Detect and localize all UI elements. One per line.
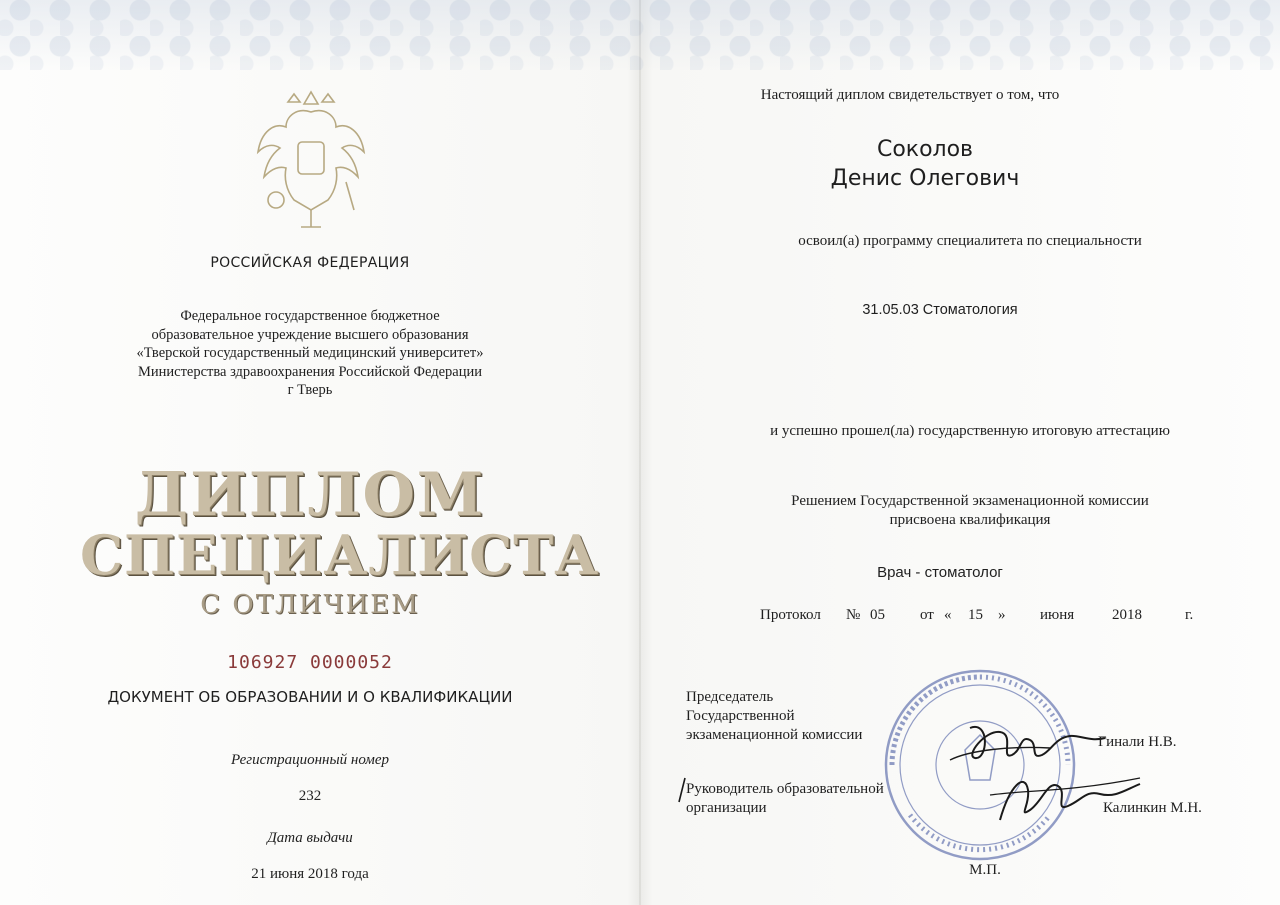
program-statement: освоил(а) программу специалитета по специальности bbox=[798, 233, 1142, 249]
head-line: Руководитель образовательной bbox=[686, 781, 884, 797]
issue-date: 21 июня 2018 года bbox=[251, 866, 369, 882]
protocol-label: Протокол bbox=[760, 607, 821, 623]
protocol-number-sign: № bbox=[846, 607, 861, 623]
commission-decision bbox=[690, 492, 1250, 530]
diploma-title: ДИПЛОМ bbox=[134, 460, 486, 530]
registration-number: 232 bbox=[298, 788, 322, 804]
qualification: Врач - стоматолог bbox=[877, 564, 1003, 581]
head-title bbox=[686, 780, 926, 818]
graduate-given-names: Денис Олегович bbox=[830, 166, 1020, 191]
specialty: 31.05.03 Стоматология bbox=[862, 302, 1018, 318]
protocol-number: 05 bbox=[870, 607, 885, 623]
decision-line: присвоена квалификация bbox=[889, 512, 1051, 528]
decision-line: Решением Государственной экзаменационной комиссии bbox=[791, 493, 1149, 509]
chairman-line: Государственной bbox=[686, 708, 795, 724]
institution-line: Федеральное государственное бюджетное bbox=[180, 308, 440, 324]
protocol-quote-close: » bbox=[998, 607, 1006, 623]
country-name: РОССИЙСКАЯ ФЕДЕРАЦИЯ bbox=[210, 255, 410, 271]
document-kind: ДОКУМЕНТ ОБ ОБРАЗОВАНИИ И О КВАЛИФИКАЦИИ bbox=[107, 688, 513, 706]
protocol-month: июня bbox=[1040, 607, 1075, 623]
attestation-statement: и успешно прошел(ла) государственную итоговую аттестацию bbox=[770, 423, 1170, 439]
protocol-year: 2018 bbox=[1112, 607, 1142, 623]
signatures bbox=[930, 700, 1160, 840]
institution-line: г Тверь bbox=[287, 382, 333, 398]
intro-text: Настоящий диплом свидетельствует о том, что bbox=[760, 87, 1060, 103]
protocol-day: 15 bbox=[968, 607, 983, 623]
chairman-line: Председатель bbox=[686, 689, 774, 705]
protocol-from: от bbox=[920, 607, 934, 623]
chairman-title bbox=[686, 688, 926, 745]
page-fold bbox=[639, 0, 641, 905]
institution-line: «Тверской государственный медицинский университет» bbox=[136, 345, 484, 361]
chairman-line: экзаменационной комиссии bbox=[686, 727, 863, 743]
protocol-year-suffix: г. bbox=[1185, 607, 1194, 623]
diploma-subtitle: СПЕЦИАЛИСТА bbox=[80, 523, 600, 587]
serial-number: 106927 0000052 bbox=[227, 652, 393, 673]
head-line: организации bbox=[686, 800, 767, 816]
chairman-name: Гинали Н.В. bbox=[1098, 734, 1177, 750]
protocol-quote-open: « bbox=[944, 607, 952, 623]
registration-label: Регистрационный номер bbox=[230, 752, 389, 768]
institution-line: образовательное учреждение высшего образования bbox=[151, 326, 469, 343]
coat-of-arms-emblem bbox=[236, 82, 386, 232]
institution-line: Министерства здравоохранения Российской Федерации bbox=[137, 363, 483, 380]
issue-date-label: Дата выдачи bbox=[267, 830, 353, 846]
honors-label: С ОТЛИЧИЕМ bbox=[200, 590, 420, 620]
protocol-line bbox=[760, 607, 1220, 629]
institution-name bbox=[90, 307, 530, 400]
seal-place-label: М.П. bbox=[969, 862, 1001, 878]
graduate-surname: Соколов bbox=[876, 137, 974, 162]
head-name: Калинкин М.Н. bbox=[1103, 800, 1202, 816]
